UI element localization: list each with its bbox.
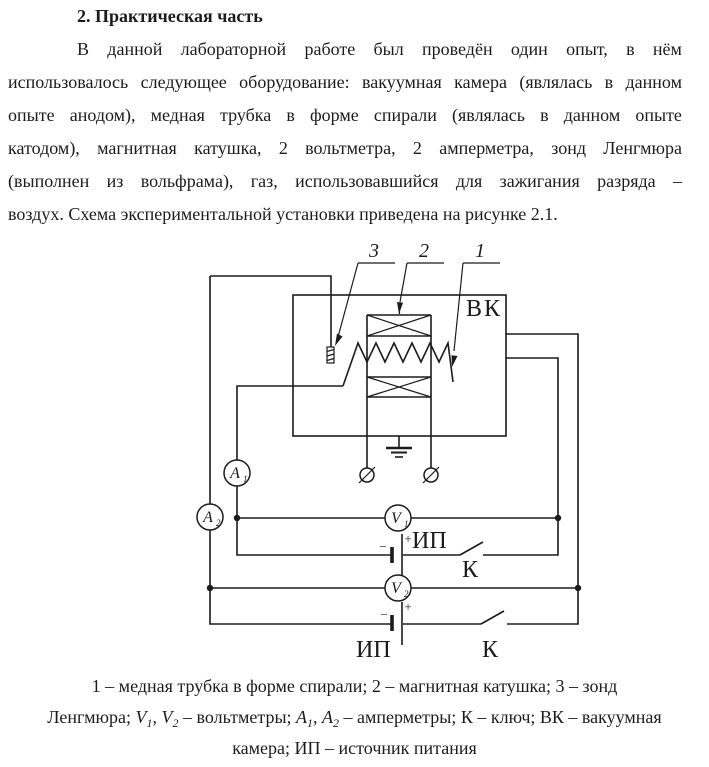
- switch-2: [481, 611, 504, 663]
- caption-line: Ленгмюра; $V_1$, $V_2$ – вольтметры; $А_1$, $А_2$ – амперметры; К – ключ; ВК – вакуумная: [47, 707, 662, 730]
- ground-symbol: [386, 436, 412, 457]
- terminal-right: [423, 467, 439, 483]
- power-supply-label: ИП: [356, 637, 391, 663]
- svg-text:1: 1: [404, 519, 409, 529]
- svg-text:V: V: [391, 510, 401, 527]
- switch-label: К: [462, 557, 479, 583]
- minus-sign: −: [380, 607, 388, 622]
- plus-sign: +: [404, 531, 412, 546]
- svg-text:V: V: [391, 580, 401, 597]
- power-supply-1: [379, 528, 446, 577]
- svg-text:2: 2: [404, 589, 409, 599]
- svg-text:А: А: [203, 509, 213, 526]
- power-supply-2: [356, 599, 412, 663]
- caption-line: 1 – медная трубка в форме спирали; 2 – магнитная катушка; 3 – зонд: [91, 676, 618, 696]
- svg-text:1: 1: [243, 474, 248, 484]
- body-paragraph: [8, 33, 682, 231]
- figure-caption: [0, 671, 709, 764]
- terminal-left: [359, 467, 375, 483]
- power-supply-label: ИП: [412, 528, 447, 554]
- circuit-diagram: [0, 230, 709, 670]
- paragraph-line: катодом), магнитная катушка, 2 вольтметра, 2 амперметра, зонд Ленгмюра: [8, 138, 682, 158]
- switch-label: К: [482, 637, 499, 663]
- minus-sign: −: [379, 539, 387, 554]
- wiring: [210, 276, 578, 624]
- svg-text:3: 3: [369, 240, 379, 262]
- section-heading: 2. Практическая часть: [77, 6, 263, 26]
- svg-text:1: 1: [475, 240, 485, 262]
- svg-text:2: 2: [419, 240, 429, 262]
- voltmeter-v1: [385, 505, 411, 531]
- paragraph-line: воздух. Схема экспериментальной установки приведена на рисунке 2.1.: [8, 204, 558, 224]
- plus-sign: +: [404, 599, 412, 614]
- caption-line: камера; ИП – источник питания: [232, 738, 477, 758]
- voltmeter-v2: [385, 575, 411, 601]
- svg-text:А: А: [230, 465, 240, 482]
- vacuum-chamber-outline: [293, 295, 506, 436]
- paragraph-line: (выполнен из вольфрама), газ, использовавшийся для зажигания разряда –: [8, 171, 682, 191]
- ammeter-a1: [224, 460, 250, 486]
- spiral-tube-symbol: [343, 343, 453, 386]
- callout-coil: [397, 240, 444, 314]
- paragraph-line: В данной лабораторной работе был проведён один опыт, в нём: [77, 39, 682, 59]
- paragraph-line: использовалось следующее оборудование: вакуумная камера (являлась в данном: [8, 72, 682, 92]
- switch-1: [460, 542, 483, 583]
- langmuir-probe: [327, 347, 334, 363]
- svg-text:2: 2: [216, 518, 221, 528]
- ammeter-a2: [197, 504, 223, 530]
- vacuum-chamber-label: ВК: [466, 296, 503, 322]
- paragraph-line: опыте анодом), медная трубка в форме спирали (являлась в данном опыте: [8, 105, 682, 125]
